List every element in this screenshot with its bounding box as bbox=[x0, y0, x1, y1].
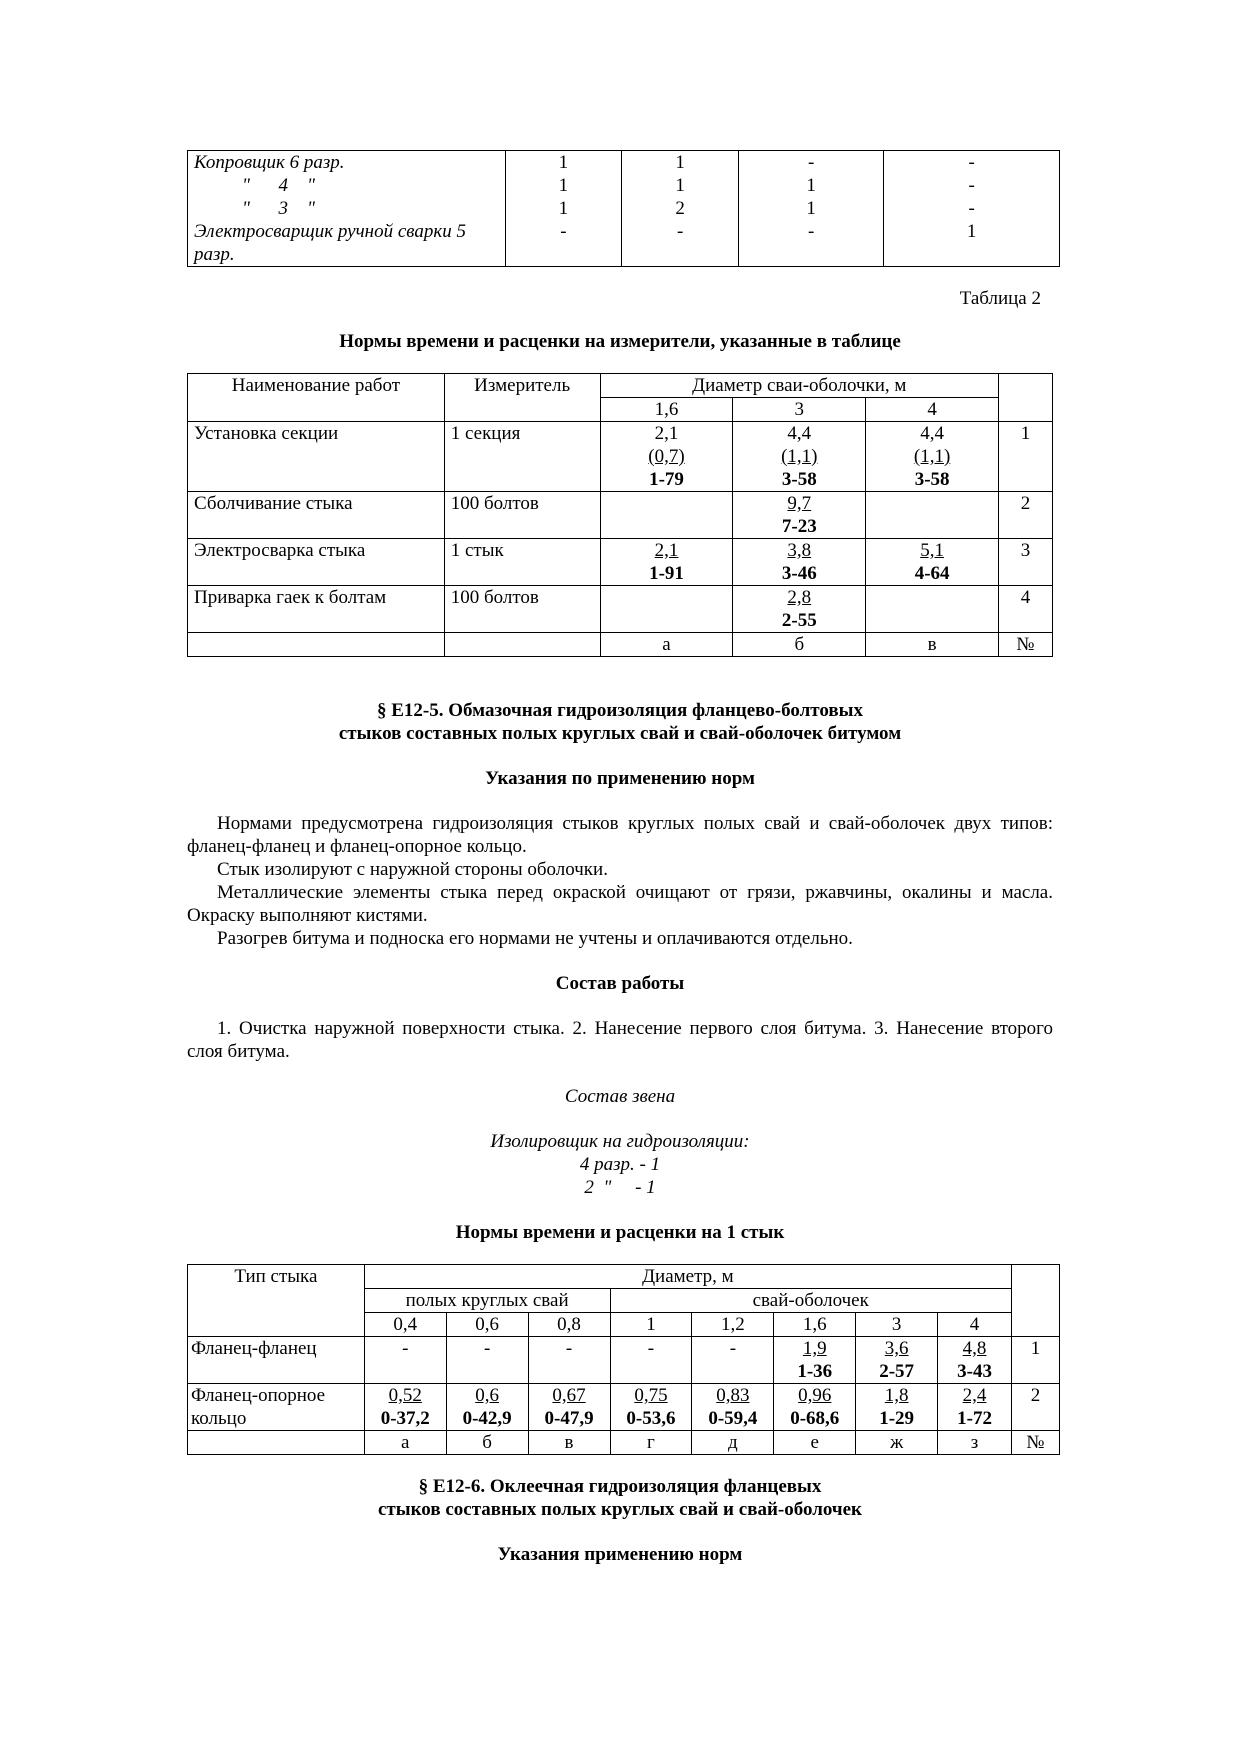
time-norm: 0,75 bbox=[634, 1385, 668, 1406]
crew-count-cell bbox=[884, 151, 1060, 267]
crew-count-cell bbox=[622, 151, 739, 267]
time-norm: 4,8 bbox=[962, 1338, 987, 1359]
norm-cell bbox=[364, 1384, 446, 1431]
row-number: 2 bbox=[999, 492, 1053, 539]
table2-title: Нормы времени и расценки на измерители, указанные в таблице bbox=[339, 331, 901, 352]
rate: 2-57 bbox=[879, 1361, 915, 1382]
table-row bbox=[188, 539, 1053, 586]
crew-composition-title: Состав звена bbox=[564, 1086, 676, 1107]
norm-cell bbox=[733, 492, 866, 539]
column-letters-row bbox=[188, 633, 1053, 657]
work-name: Сболчивание стыка bbox=[188, 492, 445, 539]
section-e12-5-title-line1: § Е12-5. Обмазочная гидроизоляция фланцево-болтовых bbox=[376, 700, 863, 721]
row-number: 3 bbox=[999, 539, 1053, 586]
norm-cell bbox=[774, 1337, 856, 1384]
number-sign: № bbox=[1011, 1431, 1059, 1455]
norm-cell bbox=[600, 539, 733, 586]
crew-count: 2 bbox=[675, 198, 685, 219]
time-norm: 9,7 bbox=[787, 493, 812, 514]
norm-cell bbox=[610, 1384, 692, 1431]
crew-line: 2 " - 1 bbox=[584, 1177, 656, 1198]
time-norm: - bbox=[483, 1338, 491, 1359]
table3-body bbox=[188, 1337, 1060, 1455]
crew-count: 1 bbox=[966, 221, 977, 242]
unit: 100 болтов bbox=[444, 586, 600, 633]
time-norm: 1,9 bbox=[802, 1338, 827, 1359]
time-norm: 3,8 bbox=[787, 540, 812, 561]
header-diam-value: 3 bbox=[733, 398, 866, 422]
norms-title: Нормы времени и расценки на 1 стык bbox=[455, 1222, 785, 1243]
rate: 2-55 bbox=[781, 610, 817, 631]
norm-cell bbox=[866, 492, 999, 539]
norm-cell bbox=[692, 1384, 774, 1431]
spacer bbox=[628, 243, 732, 266]
column-letter: а bbox=[364, 1431, 446, 1455]
rate: 0-47,9 bbox=[544, 1408, 594, 1429]
crew-count: - bbox=[560, 221, 567, 242]
norm-cell bbox=[733, 422, 866, 492]
diameter-value: 0,6 bbox=[446, 1313, 528, 1337]
time-norm: 2,4 bbox=[962, 1385, 987, 1406]
joint-type: Фланец-опорное кольцо bbox=[188, 1384, 365, 1431]
crew-table-row bbox=[188, 151, 1060, 267]
rate: 0-37,2 bbox=[380, 1408, 430, 1429]
table-row bbox=[188, 1384, 1060, 1431]
number-sign: № bbox=[999, 633, 1053, 657]
header-number bbox=[1011, 1265, 1059, 1337]
norm-cell bbox=[692, 1337, 774, 1384]
unit: 1 секция bbox=[444, 422, 600, 492]
guide-title-e12-6: Указания применению норм bbox=[497, 1544, 743, 1565]
rate: 1-79 bbox=[649, 469, 684, 490]
column-letter: б bbox=[446, 1431, 528, 1455]
header-diameter: Диаметр сваи-оболочки, м bbox=[600, 374, 998, 398]
time-norm: 3,6 bbox=[884, 1338, 909, 1359]
unit: 100 болтов bbox=[444, 492, 600, 539]
time-norm: 5,1 bbox=[920, 540, 944, 561]
time-norm: 0,96 bbox=[798, 1385, 832, 1406]
document-page bbox=[187, 150, 1053, 1566]
crew-role-label: " 4 " bbox=[242, 175, 315, 196]
rate: 0-68,6 bbox=[790, 1408, 840, 1429]
column-letter: ж bbox=[856, 1431, 938, 1455]
column-letter: д bbox=[692, 1431, 774, 1455]
time-norm: 2,1 bbox=[654, 423, 679, 444]
rate: 1-29 bbox=[879, 1408, 915, 1429]
crew-count: - bbox=[968, 175, 975, 196]
norm-cell bbox=[856, 1384, 938, 1431]
row-number: 4 bbox=[999, 586, 1053, 633]
crew-count: 1 bbox=[558, 175, 569, 196]
work-composition-title: Состав работы bbox=[555, 973, 685, 994]
column-letter: в bbox=[866, 633, 999, 657]
rate: 4-64 bbox=[914, 563, 950, 584]
diameter-value: 1,2 bbox=[692, 1313, 774, 1337]
table3-header bbox=[188, 1265, 1060, 1337]
unit: 1 стык bbox=[444, 539, 600, 586]
header-hollow-piles: полых круглых свай bbox=[364, 1289, 610, 1313]
paragraph: Стык изолируют с наружной стороны оболочки. bbox=[217, 859, 608, 880]
crew-count: 1 bbox=[675, 175, 685, 196]
crew-count: - bbox=[968, 152, 975, 173]
norms-table-2 bbox=[187, 373, 1053, 657]
norm-cell bbox=[610, 1337, 692, 1384]
spacer bbox=[890, 243, 1053, 266]
diameter-value: 1,6 bbox=[774, 1313, 856, 1337]
header-diam-value: 4 bbox=[866, 398, 999, 422]
empty-cell bbox=[444, 633, 600, 657]
header-work-name: Наименование работ bbox=[188, 374, 445, 422]
header-diameter: Диаметр, м bbox=[364, 1265, 1011, 1289]
header-diam-value: 1,6 bbox=[600, 398, 733, 422]
norm-cell bbox=[364, 1337, 446, 1384]
time-norm: 0,6 bbox=[475, 1385, 500, 1406]
work-name: Приварка гаек к болтам bbox=[188, 586, 445, 633]
time-norm: 2,1 bbox=[654, 540, 679, 561]
column-letter: г bbox=[610, 1431, 692, 1455]
row-number: 2 bbox=[1011, 1384, 1059, 1431]
column-letters-row bbox=[188, 1431, 1060, 1455]
norm-cell bbox=[600, 422, 733, 492]
row-number: 1 bbox=[999, 422, 1053, 492]
work-name: Установка секции bbox=[188, 422, 445, 492]
time-norm: - bbox=[565, 1338, 573, 1359]
table-row bbox=[188, 586, 1053, 633]
crew-line: Изолировщик на гидроизоляции: bbox=[490, 1131, 750, 1152]
machine-time: (0,7) bbox=[648, 446, 685, 467]
rate: 0-59,4 bbox=[708, 1408, 758, 1429]
norm-cell bbox=[733, 586, 866, 633]
machine-time: (1,1) bbox=[913, 446, 951, 467]
guide-title: Указания по применению норм bbox=[485, 768, 755, 789]
diameter-value: 0,8 bbox=[528, 1313, 610, 1337]
rate: 1-36 bbox=[797, 1361, 833, 1382]
crew-role-label: " 3 " bbox=[242, 198, 315, 219]
time-norm: 4,4 bbox=[787, 423, 812, 444]
table-row bbox=[188, 422, 1053, 492]
norm-cell bbox=[866, 539, 999, 586]
time-norm: - bbox=[402, 1338, 409, 1359]
norm-cell bbox=[733, 539, 866, 586]
empty-cell bbox=[188, 633, 445, 657]
table-label: Таблица 2 bbox=[959, 288, 1041, 309]
time-norm: 0,83 bbox=[716, 1385, 750, 1406]
rate: 3-58 bbox=[781, 469, 817, 490]
crew-role-label: Копровщик 6 разр. bbox=[194, 152, 345, 173]
diameter-value: 1 bbox=[610, 1313, 692, 1337]
time-norm: - bbox=[729, 1338, 737, 1359]
column-letter: в bbox=[528, 1431, 610, 1455]
crew-role-label: Электросварщик ручной сварки 5 разр. bbox=[194, 221, 467, 265]
crew-count: - bbox=[807, 152, 815, 173]
norm-cell bbox=[528, 1337, 610, 1384]
norm-cell bbox=[866, 422, 999, 492]
time-norm: 1,8 bbox=[884, 1385, 909, 1406]
time-norm: 0,67 bbox=[552, 1385, 586, 1406]
header-unit: Измеритель bbox=[444, 374, 600, 422]
header-number bbox=[999, 374, 1053, 422]
empty-cell bbox=[188, 1431, 365, 1455]
section-e12-5-title-line2: стыков составных полых круглых свай и свай-оболочек битумом bbox=[338, 723, 902, 744]
row-number: 1 bbox=[1011, 1337, 1059, 1384]
section-e12-6-title-line1: § Е12-6. Оклеечная гидроизоляция фланцевых bbox=[418, 1476, 822, 1497]
norm-cell bbox=[600, 586, 733, 633]
crew-count: - bbox=[968, 198, 975, 219]
column-letter: е bbox=[774, 1431, 856, 1455]
paragraph: Нормами предусмотрена гидроизоляция стыков круглых полых свай и свай-оболочек двух типов: фланец-фланец и фланец-опорное кольцо. bbox=[187, 813, 1053, 857]
crew-count: 1 bbox=[558, 198, 569, 219]
norm-cell bbox=[528, 1384, 610, 1431]
table-row bbox=[188, 492, 1053, 539]
crew-labels-cell bbox=[188, 151, 506, 267]
norm-cell bbox=[446, 1384, 528, 1431]
rate: 3-43 bbox=[957, 1361, 992, 1382]
spacer bbox=[745, 243, 877, 266]
spacer bbox=[512, 243, 616, 266]
norms-table-3 bbox=[187, 1264, 1060, 1455]
work-composition-text: 1. Очистка наружной поверхности стыка. 2. Нанесение первого слоя битума. 3. Нанесение второго слоя битума. bbox=[187, 1018, 1053, 1062]
time-norm: 0,52 bbox=[388, 1385, 422, 1406]
work-name: Электросварка стыка bbox=[188, 539, 445, 586]
rate: 3-58 bbox=[914, 469, 950, 490]
table-row bbox=[188, 1337, 1060, 1384]
norm-cell bbox=[938, 1337, 1012, 1384]
norm-cell bbox=[856, 1337, 938, 1384]
rate: 1-72 bbox=[957, 1408, 992, 1429]
column-letter: б bbox=[733, 633, 866, 657]
diameter-value: 3 bbox=[856, 1313, 938, 1337]
table2-body bbox=[188, 422, 1053, 657]
crew-table bbox=[187, 150, 1060, 267]
time-norm: 2,8 bbox=[787, 587, 812, 608]
header-shell-piles: свай-оболочек bbox=[610, 1289, 1011, 1313]
norm-cell bbox=[600, 492, 733, 539]
diameter-value: 4 bbox=[938, 1313, 1012, 1337]
crew-table-body bbox=[188, 151, 1060, 267]
header-joint-type: Тип стыка bbox=[188, 1265, 365, 1337]
crew-count-cell bbox=[739, 151, 884, 267]
crew-count: - bbox=[677, 221, 684, 242]
rate: 0-42,9 bbox=[462, 1408, 512, 1429]
rate: 0-53,6 bbox=[626, 1408, 676, 1429]
crew-count: 1 bbox=[806, 198, 816, 219]
rate: 3-46 bbox=[781, 563, 817, 584]
column-letter: з bbox=[938, 1431, 1012, 1455]
norm-cell bbox=[774, 1384, 856, 1431]
norm-cell bbox=[866, 586, 999, 633]
time-norm: 4,4 bbox=[920, 423, 944, 444]
paragraph: Металлические элементы стыка перед окраской очищают от грязи, ржавчины, окалины и масла. Окраску выполняют кистями. bbox=[187, 882, 1053, 926]
paragraph: Разогрев битума и подноска его нормами не учтены и оплачиваются отдельно. bbox=[217, 928, 853, 949]
machine-time: (1,1) bbox=[781, 446, 818, 467]
norm-cell bbox=[938, 1384, 1012, 1431]
crew-count: 1 bbox=[806, 175, 816, 196]
column-letter: а bbox=[600, 633, 733, 657]
norm-cell bbox=[446, 1337, 528, 1384]
crew-count: - bbox=[807, 221, 815, 242]
time-norm: - bbox=[647, 1338, 655, 1359]
section-e12-6-title-line2: стыков составных полых круглых свай и свай-оболочек bbox=[378, 1499, 862, 1520]
rate: 7-23 bbox=[781, 516, 817, 537]
table2-header bbox=[188, 374, 1053, 422]
crew-line: 4 разр. - 1 bbox=[579, 1154, 661, 1175]
crew-count: 1 bbox=[675, 152, 685, 173]
joint-type: Фланец-фланец bbox=[188, 1337, 365, 1384]
crew-count-cell bbox=[505, 151, 622, 267]
crew-count: 1 bbox=[558, 152, 569, 173]
diameter-value: 0,4 bbox=[364, 1313, 446, 1337]
rate: 1-91 bbox=[649, 563, 684, 584]
